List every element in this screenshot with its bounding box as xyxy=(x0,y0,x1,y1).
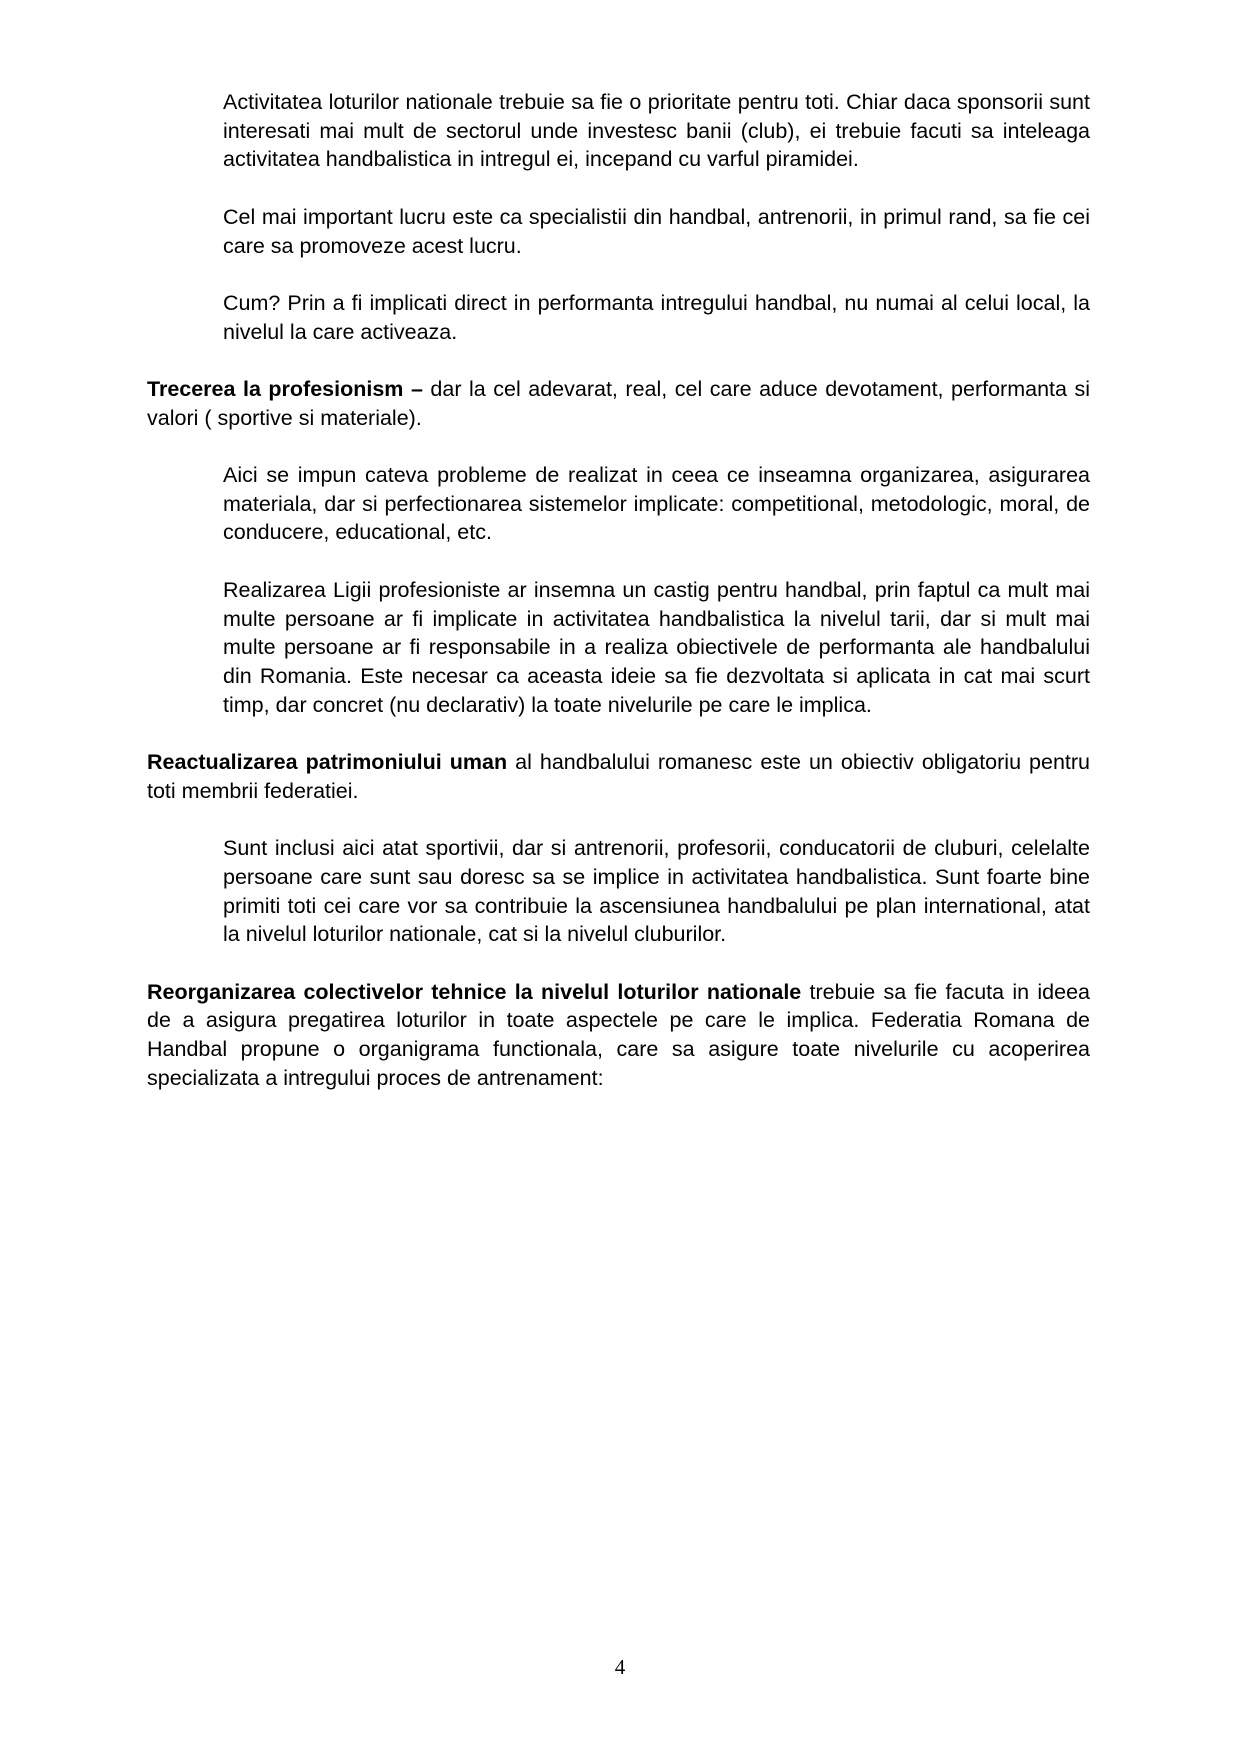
paragraph-national-teams-priority xyxy=(223,88,1090,174)
paragraph-text: Activitatea loturilor nationale trebuie sa fie o prioritate pentru toti. Chiar daca sponsorii sunt interesati mai mult de sectorul unde investesc banii (club), ei trebuie facuti sa inteleaga activitatea handbalistica in intregul ei, incepand cu varful piramidei. xyxy=(223,90,1090,172)
paragraph-problems xyxy=(223,461,1090,547)
paragraph-text: Cel mai important lucru este ca specialistii din handbal, antrenorii, in primul rand, sa fie cei care sa promoveze acest lucru. xyxy=(223,204,1090,258)
page-number: 4 xyxy=(614,1655,626,1679)
paragraph-text: Aici se impun cateva probleme de realizat in ceea ce inseamna organizarea, asigurarea materiala, dar si perfectionarea sistemelor implicate: competitional, metodologic, moral, de conducere, educational, etc. xyxy=(223,463,1090,545)
paragraph-text: dar la cel adevarat, real, cel care aduce devotament, performanta si valori ( sportive si materiale). xyxy=(147,376,1090,430)
paragraph-human-heritage xyxy=(147,748,1090,805)
paragraph-text: Sunt inclusi aici atat sportivii, dar si antrenorii, profesorii, conducatorii de cluburi, celelalte persoane care sunt sau doresc sa se implice in activitatea handbalistica. Sunt foarte bine primiti toti cei care vor sa contribuie la ascensiunea handbalului pe plan international, atat la nivelul loturilor nationale, cat si la nivelul cluburilor. xyxy=(223,836,1090,947)
paragraph-professionalism xyxy=(147,375,1090,432)
paragraph-text: Realizarea Ligii profesioniste ar insemna un castig pentru handbal, prin faptul ca mult mai multe persoane ar fi implicate in activitatea handbalistica la nivelul tarii, dar si mult mai multe persoane ar fi responsabile in a realiza obiectivele de performanta ale handbalului din Romania. Este necesar ca aceasta ideie sa fie dezvoltata si aplicata in cat mai scurt timp, dar concret (nu declarativ) la toate nivelurile pe care le implica. xyxy=(223,577,1090,717)
paragraph-heading: Reactualizarea patrimoniului uman xyxy=(147,750,508,775)
paragraph-included-persons xyxy=(223,834,1090,949)
paragraph-how xyxy=(223,289,1090,346)
document-body xyxy=(147,88,1090,1121)
paragraph-text: trebuie sa fie facuta in ideea de a asigura pregatirea loturilor in toate aspectele pe care le implica. Federatia Romana de Handbal propune o organigrama functionala, care sa asigure toate nivelurile cu acoperirea specializata a intregului proces de antrenament: xyxy=(147,979,1090,1090)
paragraph-heading: Reorganizarea colectivelor tehnice la nivelul loturilor nationale xyxy=(147,979,802,1004)
paragraph-text: Cum? Prin a fi implicati direct in performanta intregului handbal, nu numai al celui local, la nivelul la care activeaza. xyxy=(223,290,1090,344)
paragraph-text: al handbalului romanesc este un obiectiv obligatoriu pentru toti membrii federatiei. xyxy=(147,750,1091,803)
paragraph-technical-reorganization xyxy=(147,978,1090,1093)
paragraph-heading: Trecerea la profesionism – xyxy=(147,376,423,401)
paragraph-specialists xyxy=(223,203,1090,260)
paragraph-professional-league xyxy=(223,576,1090,720)
